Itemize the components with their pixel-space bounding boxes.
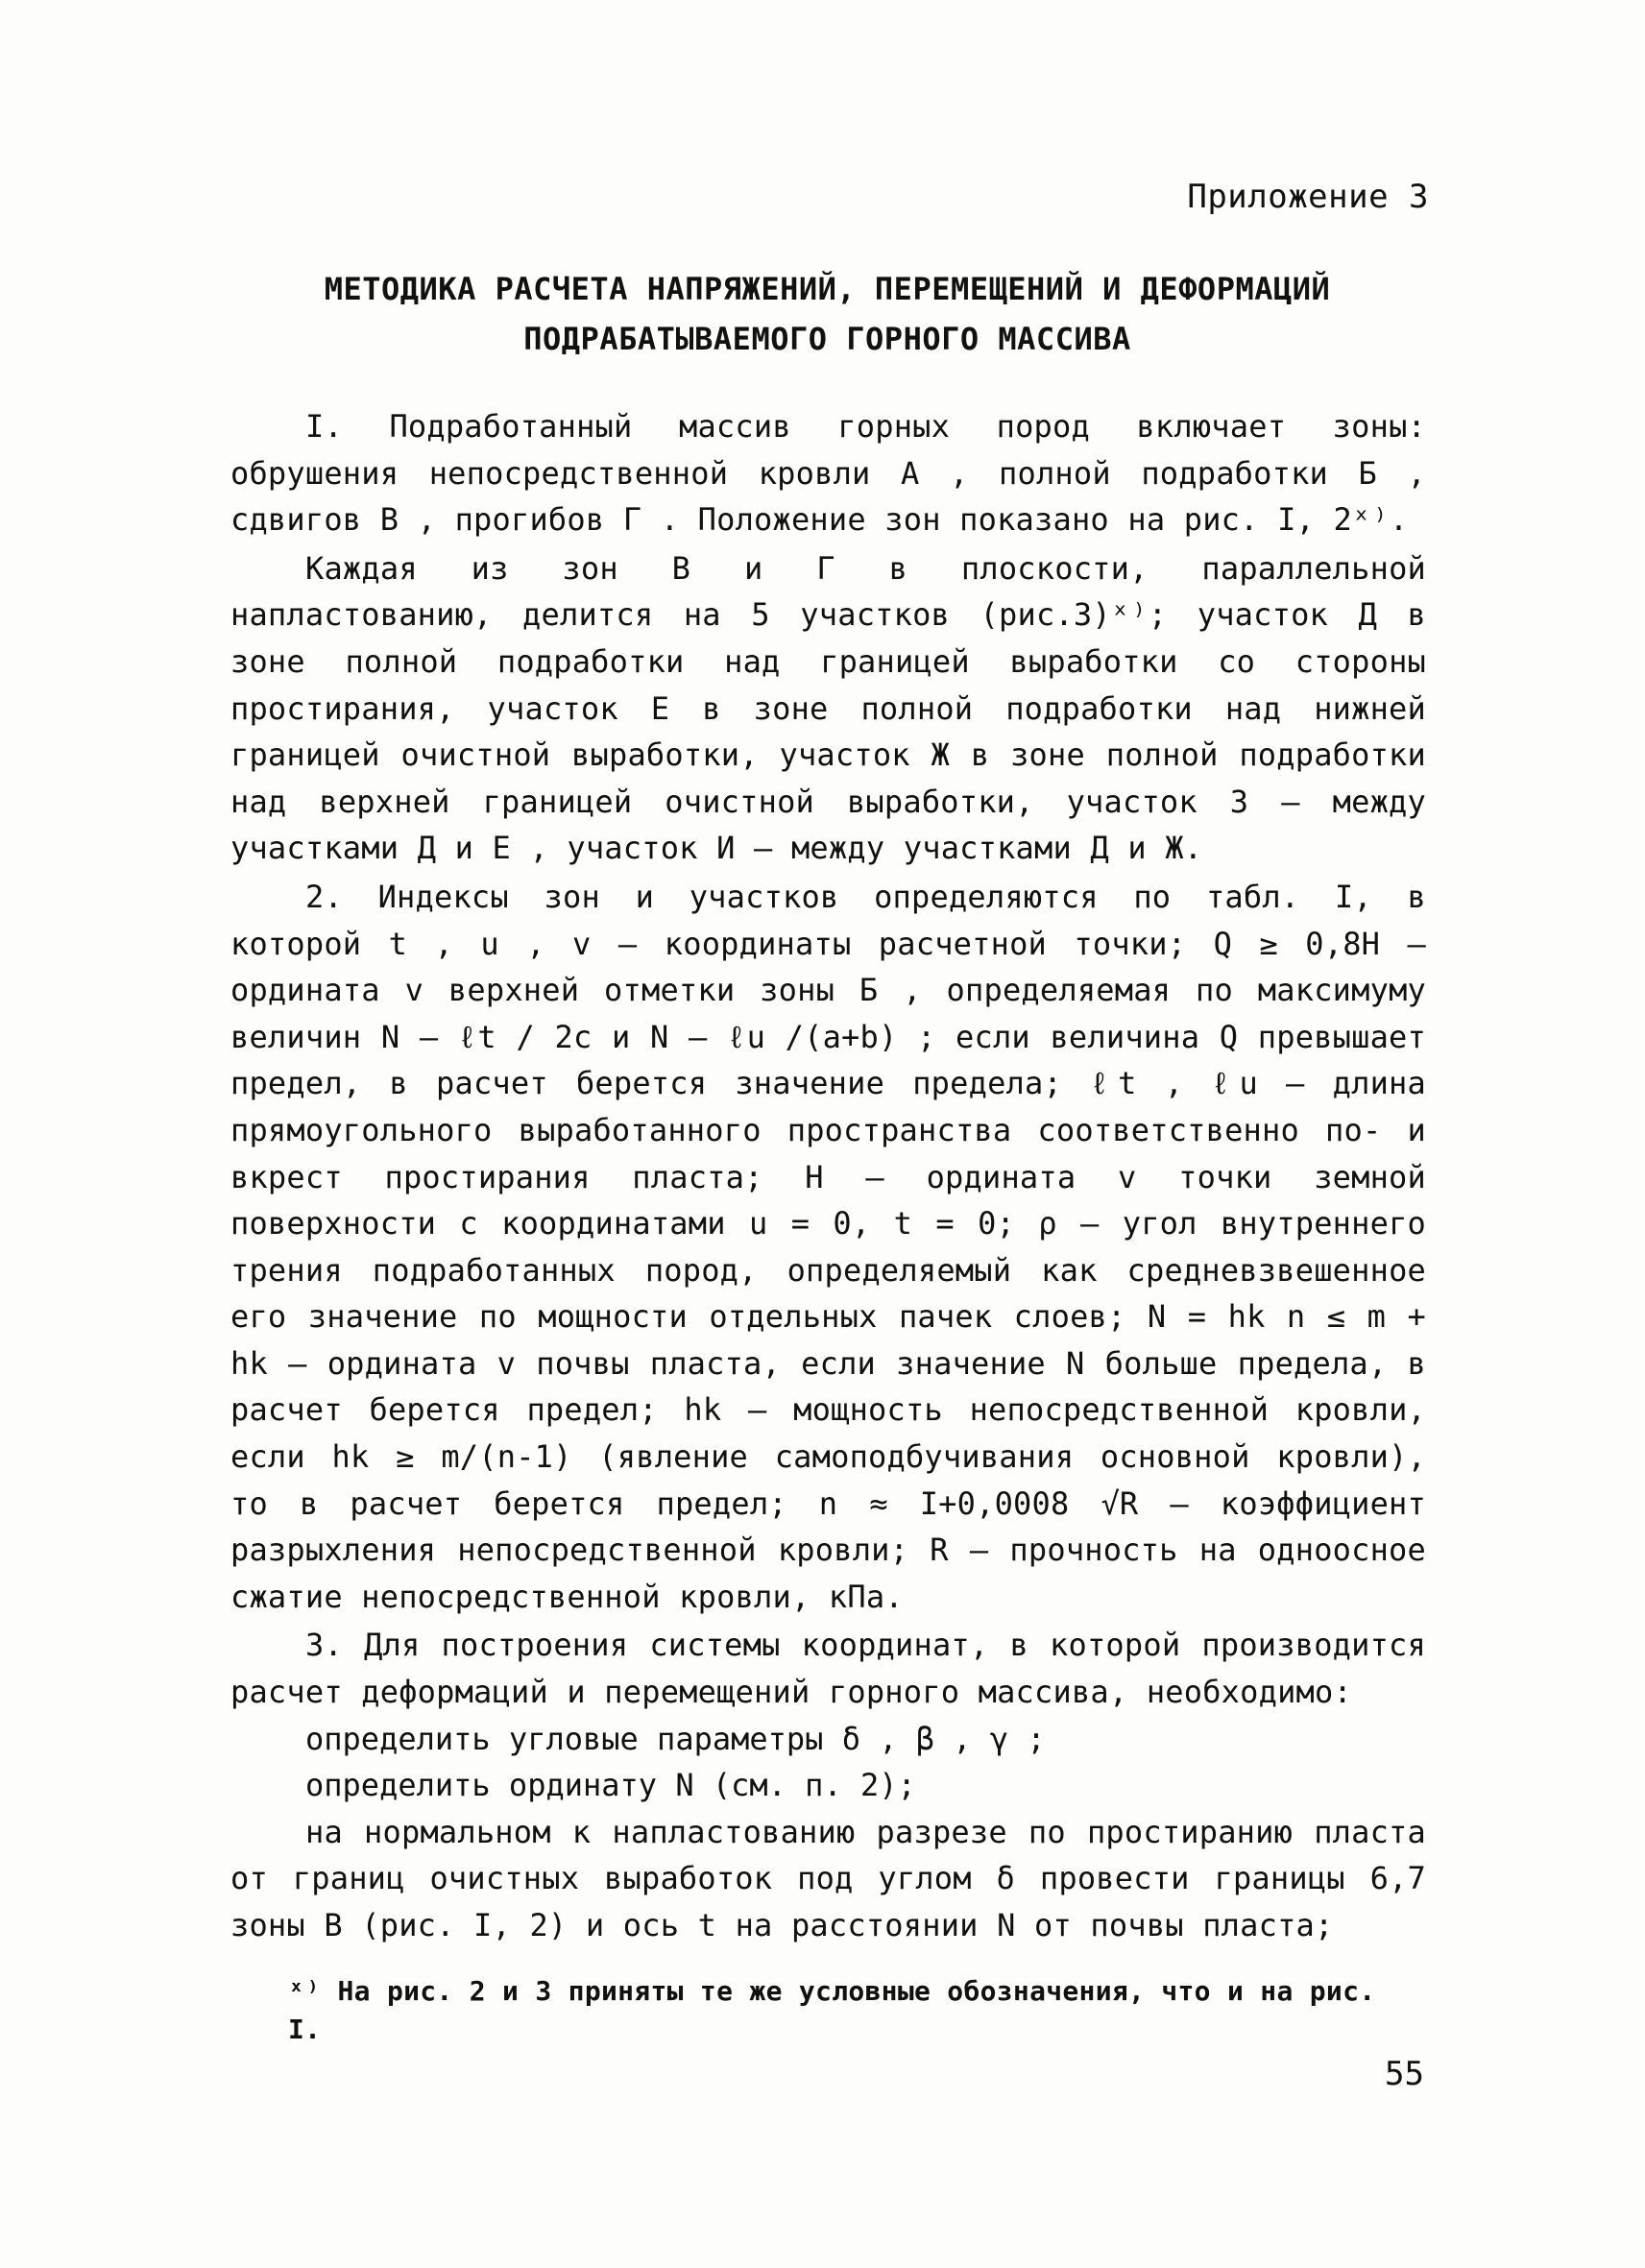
paragraph-1: I. Подработанный массив горных пород включает зоны: обрушения непосредственной кровли А , полной подработки Б , сдвигов В , прогибов Г . Положение зон показано на рис. I, 2ˣ⁾. <box>230 408 1426 539</box>
document-title <box>230 264 1424 364</box>
list-item-1: определить угловые параметры δ , β , γ ; <box>305 1720 1046 1757</box>
appendix-label: Приложение 3 <box>1187 178 1429 216</box>
paragraph-2: Каждая из зон В и Г в плоскости, параллельной напластованию, делится на 5 участков (рис.3)ˣ⁾; участок Д в зоне полной подработки над границей выработки со стороны простирания, участок Е в зоне полной подработки над нижней границей очистной выработки, участок Ж в зоне полной подработки над верхней границей очистной выработки, участок 3 – между участками Д и Е , участок И – между участками Д и Ж. <box>230 549 1426 867</box>
document-body <box>230 403 1426 1949</box>
page-number: 55 <box>1385 2055 1424 2093</box>
paragraph-5: на нормальном к напластованию разрезе по простиранию пласта от границ очистных выработок под углом δ провести границы 6,7 зоны В (рис. I, 2) и ось t на расстоянии N от почвы пласта; <box>230 1813 1426 1943</box>
footnote: ˣ⁾ На рис. 2 и 3 приняты те же условные обозначения, что и на рис. I. <box>288 1975 1376 2045</box>
list-item-2: определить ординату N (см. п. 2); <box>305 1767 916 1804</box>
paragraph-4: 3. Для построения системы координат, в которой производится расчет деформаций и перемещений горного массива, необходимо: <box>230 1627 1426 1711</box>
title-line-2: ПОДРАБАТЫВАЕМОГО ГОРНОГО МАССИВА <box>523 321 1131 357</box>
paragraph-3: 2. Индексы зон и участков определяются по табл. I, в которой t , u , v – координаты расчетной точки; Q ≥ 0,8H – ордината v верхней отметки зоны Б , определяемая по максимуму величин N – ℓt / 2c и N – ℓu /(a+b) ; если величина Q превышает предел, в расчет берется значение предела; ℓt , ℓu – длина прямоугольного выработанного пространства соответственно по- и вкрест простирания пласта; H – ордината v точки земной поверхности с координатами u = 0, t = 0; ρ – угол внутреннего трения подработанных пород, определяемый как средневзвешенное его значение по мощности отдельных пачек слоев; N = hk n ≤ m + hk – ордината v почвы пласта, если значение N больше предела, в расчет берется предел; hk – мощность непосредственной кровли, если hk ≥ m/(n-1) (явление самоподбучивания основной кровли), то в расчет берется предел; n ≈ I+0,0008 √R – коэффициент разрыхления непосредственной кровли; R – прочность на одноосное сжатие непосредственной кровли, кПа. <box>230 878 1426 1615</box>
title-line-1: МЕТОДИКА РАСЧЕТА НАПРЯЖЕНИЙ, ПЕРЕМЕЩЕНИЙ И ДЕФОРМАЦИЙ <box>324 271 1331 307</box>
